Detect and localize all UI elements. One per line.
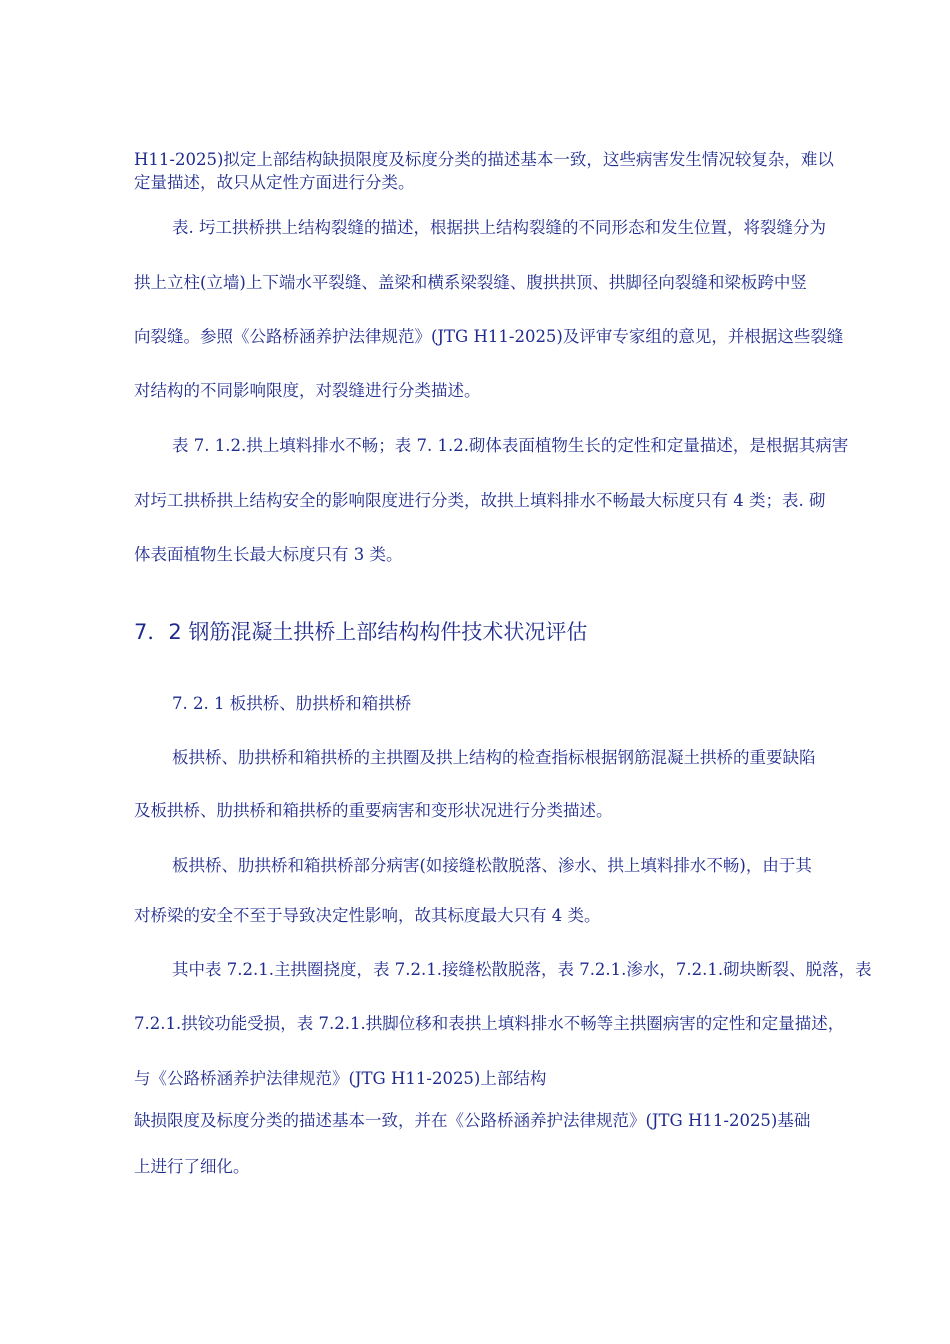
crack-paragraph-line-3: 向裂缝。参照《公路桥涵养护法律规范》(JTG H11-2025)及评审专家组的意见，并根据这些裂缝 bbox=[134, 327, 844, 346]
main-arch-paragraph-line-2: 及板拱桥、肋拱桥和箱拱桥的重要病害和变形状况进行分类描述。 bbox=[134, 801, 613, 820]
tables-paragraph-line-1: 其中表 7.2.1.主拱圈挠度，表 7.2.1.接缝松散脱落，表 7.2.1.渗水，7.2.1.砌块断裂、脱落，表 bbox=[172, 960, 872, 979]
drainage-paragraph-line-3: 体表面植物生长最大标度只有 3 类。 bbox=[134, 545, 403, 564]
subsection-heading: 7. 2. 1 板拱桥、肋拱桥和箱拱桥 bbox=[172, 694, 412, 713]
tables-paragraph-line-3: 与《公路桥涵养护法律规范》(JTG H11-2025)上部结构 bbox=[134, 1069, 547, 1088]
intro-line-2: 定量描述，故只从定性方面进行分类。 bbox=[134, 173, 415, 192]
partial-damage-paragraph-line-2: 对桥梁的安全不至于导致决定性影响，故其标度最大只有 4 类。 bbox=[134, 906, 601, 925]
crack-paragraph-line-2: 拱上立柱(立墙)上下端水平裂缝、盖梁和横系梁裂缝、腹拱拱顶、拱脚径向裂缝和梁板跨中竖 bbox=[134, 273, 807, 292]
crack-paragraph-line-1: 表. 圬工拱桥拱上结构裂缝的描述，根据拱上结构裂缝的不同形态和发生位置，将裂缝分为 bbox=[172, 218, 826, 237]
section-heading: 7．2 钢筋混凝土拱桥上部结构构件技术状况评估 bbox=[134, 620, 588, 644]
intro-line-1: H11-2025)拟定上部结构缺损限度及标度分类的描述基本一致，这些病害发生情况较复杂，难以 bbox=[134, 150, 834, 169]
drainage-paragraph-line-2: 对圬工拱桥拱上结构安全的影响限度进行分类，故拱上填料排水不畅最大标度只有 4 类；表. 砌 bbox=[134, 491, 826, 510]
main-arch-paragraph-line-1: 板拱桥、肋拱桥和箱拱桥的主拱圈及拱上结构的检查指标根据钢筋混凝土拱桥的重要缺陷 bbox=[172, 748, 816, 767]
crack-paragraph-line-4: 对结构的不同影响限度，对裂缝进行分类描述。 bbox=[134, 381, 481, 400]
drainage-paragraph-line-1: 表 7. 1.2.拱上填料排水不畅；表 7. 1.2.砌体表面植物生长的定性和定量描述，是根据其病害 bbox=[172, 436, 849, 455]
partial-damage-paragraph-line-1: 板拱桥、肋拱桥和箱拱桥部分病害(如接缝松散脱落、渗水、拱上填料排水不畅)，由于其 bbox=[172, 856, 812, 875]
tables-paragraph-line-2: 7.2.1.拱铰功能受损，表 7.2.1.拱脚位移和表拱上填料排水不畅等主拱圈病害的定性和定量描述， bbox=[134, 1014, 845, 1033]
tables-paragraph-line-4: 缺损限度及标度分类的描述基本一致，并在《公路桥涵养护法律规范》(JTG H11-2025)基础 bbox=[134, 1111, 811, 1130]
tables-paragraph-line-5: 上进行了细化。 bbox=[134, 1157, 250, 1176]
